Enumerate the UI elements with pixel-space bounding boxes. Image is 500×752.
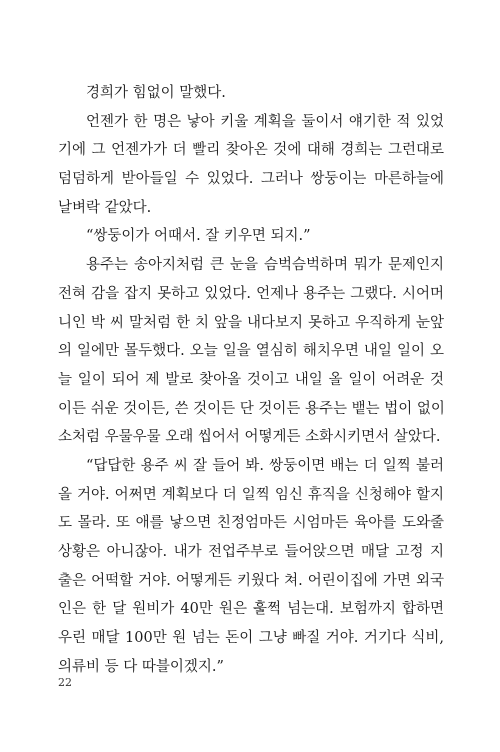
paragraph bbox=[58, 222, 444, 251]
text-line: 도 몰라. 또 애를 낳으면 친정엄마든 시엄마든 육아를 도와줄 bbox=[58, 515, 444, 532]
text-line: “쌍둥이가 어때서. 잘 키우면 되지.” bbox=[86, 228, 311, 245]
text-line: 언젠가 한 명은 낳아 키울 계획을 둘이서 얘기한 적 있었 bbox=[86, 113, 444, 130]
text-line: “답답한 용주 씨 잘 들어 봐. 쌍둥이면 배는 더 일찍 불러 bbox=[86, 457, 444, 474]
text-line: 인은 한 달 원비가 40만 원은 훌쩍 넘는대. 보험까지 합하면 bbox=[58, 601, 444, 618]
text-line: 소처럼 우물우물 오래 씹어서 어떻게든 소화시키면서 살았다. bbox=[58, 429, 441, 446]
body-text bbox=[58, 79, 444, 681]
paragraph bbox=[58, 452, 444, 682]
text-line: 날벼락 같았다. bbox=[58, 199, 152, 216]
text-line: 출은 어떡할 거야. 어떻게든 키웠다 쳐. 어린이집에 가면 외국 bbox=[58, 572, 444, 589]
text-line: 의 일에만 몰두했다. 오늘 일을 열심히 해치우면 내일 일이 오 bbox=[58, 343, 444, 360]
text-line: 이든 쉬운 것이든, 쓴 것이든 단 것이든 용주는 뱉는 법이 없이 bbox=[58, 400, 445, 417]
text-line: 올 거야. 어쩌면 계획보다 더 일찍 임신 휴직을 신청해야 할지 bbox=[58, 486, 444, 503]
text-line: 우린 매달 100만 원 넘는 돈이 그냥 빠질 거야. 거기다 식비, bbox=[58, 630, 444, 647]
text-line: 의류비 등 다 따블이겠지.” bbox=[58, 658, 224, 675]
text-line: 상황은 아니잖아. 내가 전업주부로 들어앉으면 매달 고정 지 bbox=[58, 544, 444, 560]
text-line: 덤덤하게 받아들일 수 있었다. 그러나 쌍둥이는 마른하늘에 bbox=[58, 171, 444, 188]
paragraph bbox=[58, 251, 444, 452]
text-line: 니인 박 씨 말처럼 한 치 앞을 내다보지 못하고 우직하게 눈앞 bbox=[58, 314, 444, 331]
text-line: 경희가 힘없이 말했다. bbox=[86, 85, 226, 101]
paragraph bbox=[58, 79, 444, 108]
text-line: 늘 일이 되어 제 발로 찾아올 것이고 내일 올 일이 어려운 것 bbox=[58, 371, 445, 388]
text-line: 용주는 송아지처럼 큰 눈을 슴벅슴벅하며 뭐가 문제인지 bbox=[86, 257, 444, 274]
text-line: 전혀 감을 잡지 못하고 있었다. 언제나 용주는 그랬다. 시어머 bbox=[58, 285, 444, 302]
page-number: 22 bbox=[58, 676, 72, 689]
text-line: 기에 그 언젠가가 더 빨리 찾아온 것에 대해 경희는 그런대로 bbox=[58, 142, 444, 159]
paragraph bbox=[58, 108, 444, 223]
